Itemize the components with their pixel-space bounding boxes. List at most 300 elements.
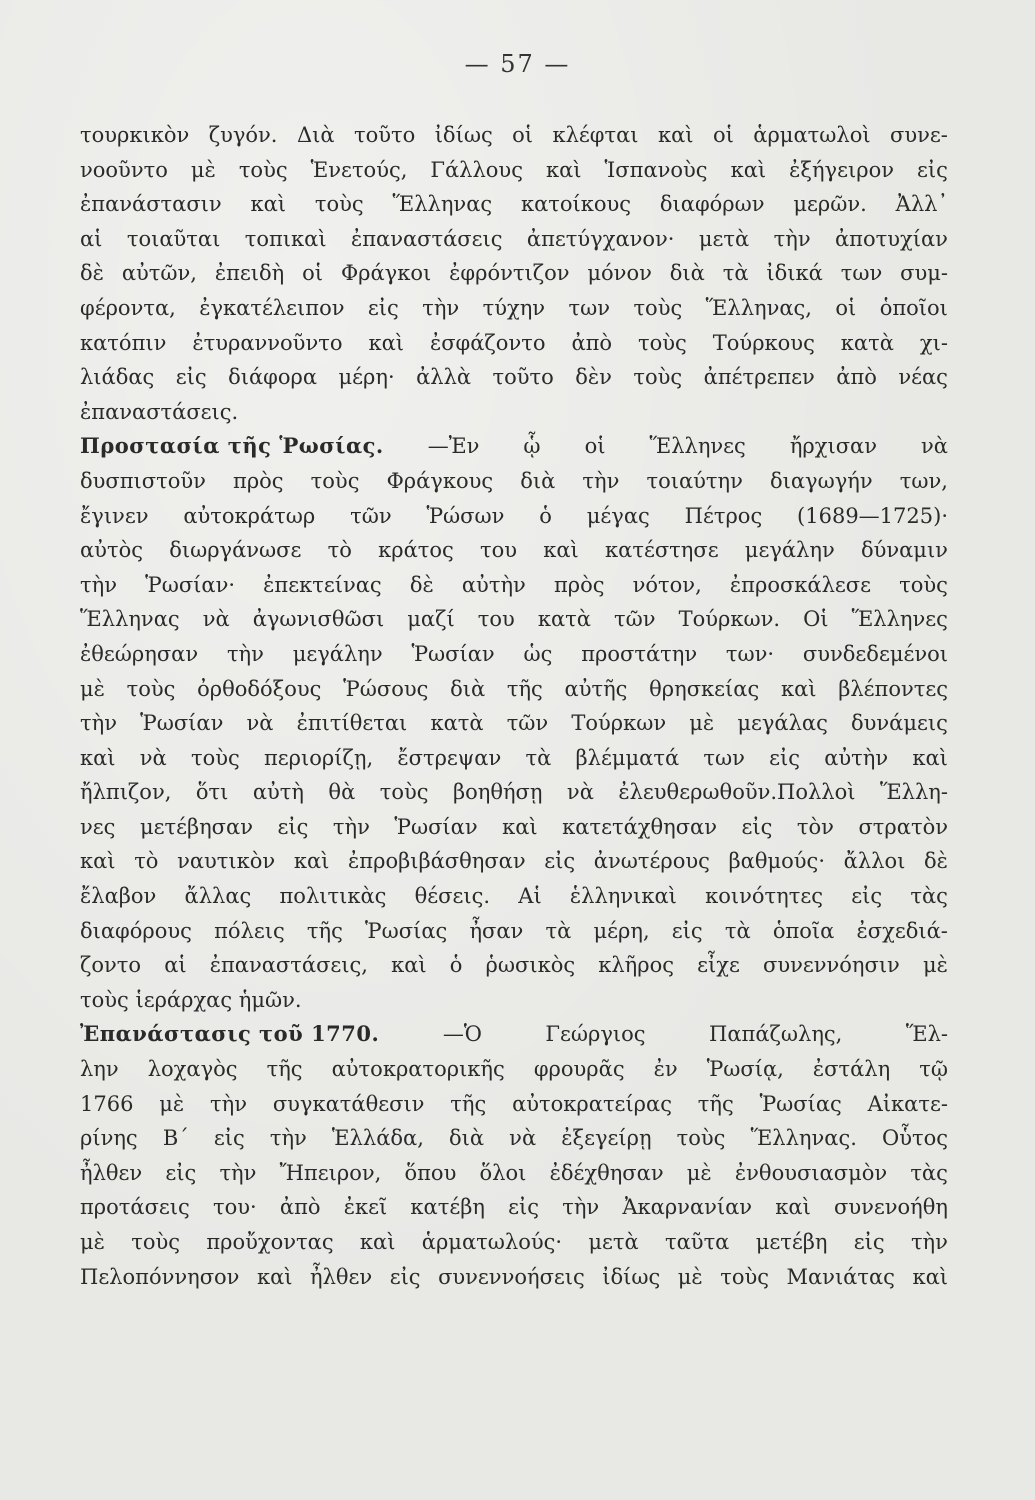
word: καὶ [359, 1230, 396, 1254]
word: ὁ [539, 503, 552, 528]
word: ἐδέχθησαν [549, 1160, 664, 1185]
text-line [80, 844, 948, 879]
word: νὰ [246, 711, 274, 736]
word: αὐτοκρατορικῆς [331, 1057, 505, 1082]
word: Αἰκατε- [867, 1091, 948, 1116]
word: ναυτικὸν [177, 849, 276, 874]
text-line [80, 914, 948, 949]
word: μὲ [922, 953, 948, 978]
word: τὴν [269, 1126, 307, 1151]
word: μέγας [586, 503, 650, 528]
word: μὲ [686, 1160, 712, 1185]
word: κατέστησε [605, 538, 719, 563]
word: Ῥωσίαν [140, 711, 224, 736]
text-line [80, 810, 948, 845]
word: μεγάλην [292, 641, 383, 666]
word: ἐθεώρησαν [80, 641, 199, 666]
word: τὴν [422, 295, 460, 320]
word: μὲ [159, 1091, 185, 1116]
word: βοηθήσῃ [452, 780, 543, 805]
text-line [80, 1260, 948, 1295]
word: αὐτῆς [564, 676, 628, 701]
word: αἱ [80, 226, 103, 251]
word: Ἕλ- [905, 1022, 948, 1047]
word: —Ὁ [442, 1022, 482, 1047]
word: νὰ [921, 434, 948, 459]
word: ζοντο [80, 953, 142, 978]
word: τοὺς [638, 330, 687, 355]
word: τῆς [697, 1091, 734, 1116]
word: τοιαῦται [126, 226, 221, 251]
word: τῶν [350, 503, 392, 528]
word: εἰς [853, 1230, 885, 1254]
page-number: — 57 — [464, 50, 571, 78]
word: τοὺς [633, 295, 683, 320]
word: προὔχοντας [206, 1230, 334, 1254]
word: νοοῦντο [80, 157, 168, 182]
word: μαζί [407, 607, 455, 632]
word: τὰ [722, 261, 749, 286]
word: Ῥωσίαν [394, 814, 478, 839]
word: καὶ [657, 123, 694, 147]
word: τῆς [266, 1057, 303, 1082]
word: μετὰ [698, 226, 750, 251]
word: ὁποῖα [772, 918, 835, 943]
word: τῷ [919, 1057, 948, 1082]
word: των, [899, 468, 948, 493]
word: εἰς [741, 814, 773, 839]
word: ὁποῖοι [879, 295, 948, 320]
word: τὴν [80, 572, 117, 597]
word: τοὺς [676, 1126, 726, 1151]
word: ἐπροβιβάσθησαν [348, 849, 526, 874]
word: ᾧ [523, 434, 541, 459]
text-line [80, 637, 948, 672]
word: αὐτοκρατείρας [512, 1091, 672, 1116]
word: καὶ [256, 1264, 293, 1289]
word: προστάτην [581, 641, 698, 666]
word: τὸν [796, 814, 834, 839]
section-heading: Ἐπανάστασις τοῦ 1770. [80, 1021, 380, 1047]
word: εἰς [367, 295, 399, 320]
word: τοῦτο [492, 365, 554, 390]
word: ζυγόν. [208, 123, 278, 147]
word: μετὰ [588, 1230, 639, 1254]
word: ἔστρεψαν [397, 745, 502, 770]
text-line [80, 326, 948, 361]
word: Ἕλλη- [879, 780, 948, 805]
word: ἐσφάζοντο [429, 330, 546, 355]
text-line [80, 360, 948, 395]
word: κατετάχθησαν [562, 814, 718, 839]
word: Φράγκους [386, 468, 494, 493]
word: μερῶν. [793, 192, 867, 217]
word: τὸ [327, 538, 352, 563]
word: βαθμούς· [728, 849, 825, 874]
word: καὶ [545, 157, 582, 182]
word: μὲ [80, 676, 105, 701]
word: Γεώργιος [545, 1022, 646, 1047]
word: Ἱσπανοὺς [604, 157, 708, 182]
text-line [80, 395, 948, 430]
word: κοινότητες [705, 884, 824, 909]
word: Ἀλλ᾿ [895, 192, 948, 217]
word: πρὸς [233, 468, 284, 493]
text-line [80, 741, 948, 776]
word: ἰδίως [434, 123, 493, 147]
word: δὲν [575, 365, 612, 390]
word: ἐπεκτείνας [263, 572, 382, 597]
word: εἰς [175, 365, 207, 390]
word: ἀπὸ [571, 330, 613, 355]
word: τουρκικὸν [80, 123, 190, 147]
word: θέσεις. [414, 884, 491, 909]
word: ὅτι [195, 780, 229, 805]
word: Αἱ [518, 884, 542, 909]
text-line [80, 948, 948, 983]
word: καὶ [80, 745, 116, 770]
word: ἄλλας [184, 884, 252, 909]
word: δύναμιν [860, 538, 948, 563]
word: κατέβη [410, 1195, 485, 1220]
word: τοὺς [126, 676, 176, 701]
word: ὅπου [404, 1160, 457, 1185]
line-text: τοὺς ἱεράρχας ἡμῶν. [80, 987, 302, 1012]
word: Β΄ [162, 1126, 189, 1151]
word: τοὺς [310, 468, 360, 493]
word: των [840, 261, 883, 286]
word: δυσπιστοῦν [80, 468, 206, 493]
word: νὰ [202, 607, 230, 632]
word: νες [80, 814, 116, 839]
text-line [80, 499, 948, 534]
word: καὶ [912, 1264, 948, 1289]
word: εἰς [917, 157, 948, 182]
text-line [80, 775, 948, 810]
word: ἦλθεν [310, 1264, 373, 1289]
word: μόνον [587, 261, 652, 286]
text-line [80, 983, 948, 1018]
word: ἁρματωλούς· [421, 1230, 563, 1254]
section-heading-line [80, 429, 948, 464]
word: Ἑλλάδα, [331, 1126, 424, 1151]
text-line [80, 602, 948, 637]
word: Ἕλληνας. [750, 1126, 857, 1151]
word: Φράγκοι [340, 261, 432, 286]
word: ἔγινεν [80, 503, 149, 528]
word: Ῥωσίαν [411, 641, 495, 666]
word: χι- [919, 330, 948, 355]
word: του [477, 607, 515, 632]
text-line [80, 1121, 948, 1156]
word: οἱ [584, 434, 606, 459]
word: τοπικαὶ [244, 226, 327, 251]
text-line [80, 187, 948, 222]
word: Ἕλληνες [649, 434, 746, 459]
word: τὴν [562, 1195, 600, 1220]
word: εἰς [277, 814, 309, 839]
text-line [80, 879, 948, 914]
word: Μανιάτας [786, 1264, 895, 1289]
word: οἱ [712, 123, 734, 147]
word: πρὸς [553, 572, 605, 597]
text-line [80, 568, 948, 603]
word: τῶν [614, 607, 656, 632]
body-text [80, 118, 948, 1294]
word: τοὺς [131, 1230, 181, 1254]
word: μετέβη [755, 1230, 828, 1254]
text-line [80, 1190, 948, 1225]
word: ἤρχισαν [789, 434, 877, 459]
word: μεγάλας [737, 711, 828, 736]
word: δὲ [409, 572, 434, 597]
text-line [80, 706, 948, 741]
word: πόλεις [214, 918, 285, 943]
word: Γάλλους [430, 157, 523, 182]
word: εἰς [165, 1160, 197, 1185]
word: Ῥώσους [343, 676, 429, 701]
word: στρατὸν [858, 814, 948, 839]
word: οἱ [835, 295, 857, 320]
word: αὐτὴν [824, 745, 889, 770]
word: συμ- [900, 261, 948, 286]
word: Πέτρος [684, 503, 763, 528]
word: ἔλαβον [80, 884, 157, 909]
word: ἀπετύγχανον· [526, 226, 675, 251]
word: ἀγωνισθῶσι [252, 607, 385, 632]
word: τὸ [134, 849, 159, 874]
word: διαφόρους [80, 918, 192, 943]
word: Ἕλληνας [80, 607, 180, 632]
word: τὴν [210, 1091, 247, 1116]
word: κατόπιν [80, 330, 167, 355]
word: τὴν [910, 1230, 948, 1254]
word: καὶ [391, 953, 427, 978]
word: διὰ [669, 261, 705, 286]
word: διαγωγήν [769, 468, 873, 493]
word: τὴν [332, 814, 370, 839]
word: Ῥωσίᾳ, [706, 1057, 784, 1082]
word: ἐτυραννοῦντο [192, 330, 343, 355]
word: τῶν [506, 711, 549, 736]
word: ῥωσικὸς [485, 953, 576, 978]
word: ἀπὸ [836, 365, 877, 390]
word: τοὺς [238, 157, 288, 182]
word: Ἤπειρον, [279, 1160, 382, 1185]
word: εἰς [508, 1195, 540, 1220]
word: ἀνωτέρους [593, 849, 710, 874]
word: τοὺς [899, 572, 948, 597]
word: συνεννοήσεις [438, 1264, 585, 1289]
word: τὰ [545, 918, 572, 943]
section-heading: Προστασία τῆς Ῥωσίας. [80, 433, 384, 459]
word: αὐτὴν [461, 572, 526, 597]
word: των [568, 295, 611, 320]
word: ρίνης [80, 1126, 138, 1151]
word: μὲ [190, 157, 216, 182]
line-text: ἐπαναστάσεις. [80, 399, 239, 424]
word: ἰδικά [766, 261, 823, 286]
word: εἰς [851, 884, 883, 909]
word: τὴν [582, 468, 620, 493]
word: Ἕλληνας, [705, 295, 812, 320]
word: κατὰ [840, 330, 894, 355]
word: ἐπανάστασιν [80, 192, 222, 217]
word: τῆς [450, 1091, 487, 1116]
word: πολιτικὰς [279, 884, 387, 909]
text-line [80, 1052, 948, 1087]
word: ἐπαναστάσεις [350, 226, 503, 251]
word: ἐπαναστάσεις, [209, 953, 368, 978]
word: τῆς [306, 918, 343, 943]
word: εἰς [769, 745, 800, 770]
word: Ῥωσίαν· [145, 572, 236, 597]
word: κράτος [378, 538, 454, 563]
word: αἱ [164, 953, 187, 978]
word: ἐφρόντιζον [449, 261, 570, 286]
word: διὰ [450, 676, 486, 701]
word: οἱ [302, 261, 324, 286]
word: τὴν [773, 226, 811, 251]
word: συνδεδεμένοι [802, 641, 948, 666]
word: Τούρκους [712, 330, 815, 355]
word: καὶ [780, 676, 817, 701]
word: φέροντα, [80, 295, 176, 320]
word: νότον, [632, 572, 702, 597]
word: τοῦτο [353, 123, 416, 147]
word: τὰς [910, 1160, 948, 1185]
word: προτάσεις [80, 1195, 190, 1220]
word: Ἀκαρνανίαν [622, 1195, 753, 1220]
section-heading-line [80, 1017, 948, 1052]
word: τοὺς [633, 365, 683, 390]
word: μὲ [80, 1230, 105, 1254]
word: αὐτοκράτωρ [183, 503, 316, 528]
word: τὴν [80, 711, 117, 736]
word: τοὺς [720, 1264, 769, 1289]
word: των [703, 745, 745, 770]
word: ὅλοι [479, 1160, 527, 1185]
word: τὰ [525, 745, 552, 770]
word: ἦσαν [469, 918, 524, 943]
word: ἐστάλη [812, 1057, 891, 1082]
word: Ῥωσίας [365, 918, 448, 943]
word: τοὺς [190, 745, 240, 770]
word: ἑλληνικαὶ [569, 884, 677, 909]
word: δὲ [923, 849, 948, 874]
word: νὰ [509, 1126, 537, 1151]
word: Ῥωσίας [759, 1091, 842, 1116]
word: συνεννόησιν [762, 953, 900, 978]
word: ταῦτα [665, 1230, 730, 1254]
word: τὰ [724, 918, 751, 943]
word: ἤλπιζον, [80, 780, 172, 805]
word: ὀρθοδόξους [197, 676, 322, 701]
word: νέας [898, 365, 948, 390]
word: ἀποτυχίαν [835, 226, 948, 251]
word: μετέβησαν [139, 814, 253, 839]
word: Ἕλληνες [851, 607, 948, 632]
word: Τούρκων. [678, 607, 781, 632]
word: Ἕλληνας [392, 192, 493, 217]
word: καὶ [293, 849, 330, 874]
word: φρουρᾶς [533, 1057, 625, 1082]
word: ἄλλοι [843, 849, 906, 874]
word: ἐσχεδιά- [856, 918, 948, 943]
word: δυνάμεις [850, 711, 948, 736]
word: ἐξεγείρῃ [561, 1126, 652, 1151]
word: τύχην [482, 295, 546, 320]
word: ὁ [449, 953, 463, 978]
word: Ἑνετούς, [310, 157, 408, 182]
word: ἀπέτρεπεν [703, 365, 815, 390]
text-line [80, 256, 948, 291]
word: συγκατάθεσιν [272, 1091, 425, 1116]
word: ἦλθεν [80, 1160, 143, 1185]
word: νὰ [566, 780, 594, 805]
word: λην [80, 1057, 119, 1082]
word: θρησκείας [649, 676, 760, 701]
word: Τούρκων [571, 711, 667, 736]
word: τῆς [506, 676, 543, 701]
word: καὶ [912, 745, 948, 770]
word: μὲ [677, 1264, 703, 1289]
word: συνενοήθη [834, 1195, 948, 1220]
word: ἰδίως [602, 1264, 661, 1289]
word: νὰ [139, 745, 167, 770]
word: εἰς [389, 1264, 421, 1289]
word: καὶ [368, 330, 404, 355]
word: διὰ [449, 1126, 485, 1151]
word: εἰς [671, 918, 703, 943]
word: περιορίζῃ, [264, 745, 374, 770]
word: 1766 [80, 1091, 134, 1116]
word: ἐλευθερωθοῦν.Πολλοὶ [618, 780, 856, 805]
word: ἐπειδὴ [214, 261, 285, 286]
word: βλέμματά [575, 745, 680, 770]
word: συνε- [890, 123, 948, 147]
word: εἰς [213, 1126, 245, 1151]
word: αὐτῶν, [121, 261, 197, 286]
word: διάφορα [228, 365, 318, 390]
word: —Ἐν [427, 434, 480, 459]
word: μὲ [689, 711, 715, 736]
word: κλῆρος [598, 953, 675, 978]
word: καὶ [250, 192, 287, 217]
word: κατοίκους [520, 192, 632, 217]
word: του· [213, 1195, 257, 1220]
text-line [80, 1156, 948, 1191]
word: καὶ [80, 849, 116, 874]
word: εἰς [544, 849, 576, 874]
text-line [80, 153, 948, 188]
word: κλέφται [552, 123, 639, 147]
word: διαφόρων [659, 192, 765, 217]
word: εἶχε [697, 953, 740, 978]
word: ἐκεῖ [343, 1195, 388, 1220]
word: του [480, 538, 518, 563]
word: μέρη· [338, 365, 395, 390]
text-line [80, 118, 948, 153]
text-line [80, 1087, 948, 1122]
word: καὶ [775, 1195, 811, 1220]
text-line [80, 672, 948, 707]
word: καὶ [730, 157, 767, 182]
word: μεγάλην [744, 538, 835, 563]
text-line [80, 1225, 948, 1260]
word: ἐπροσκάλεσε [729, 572, 872, 597]
text-line [80, 291, 948, 326]
